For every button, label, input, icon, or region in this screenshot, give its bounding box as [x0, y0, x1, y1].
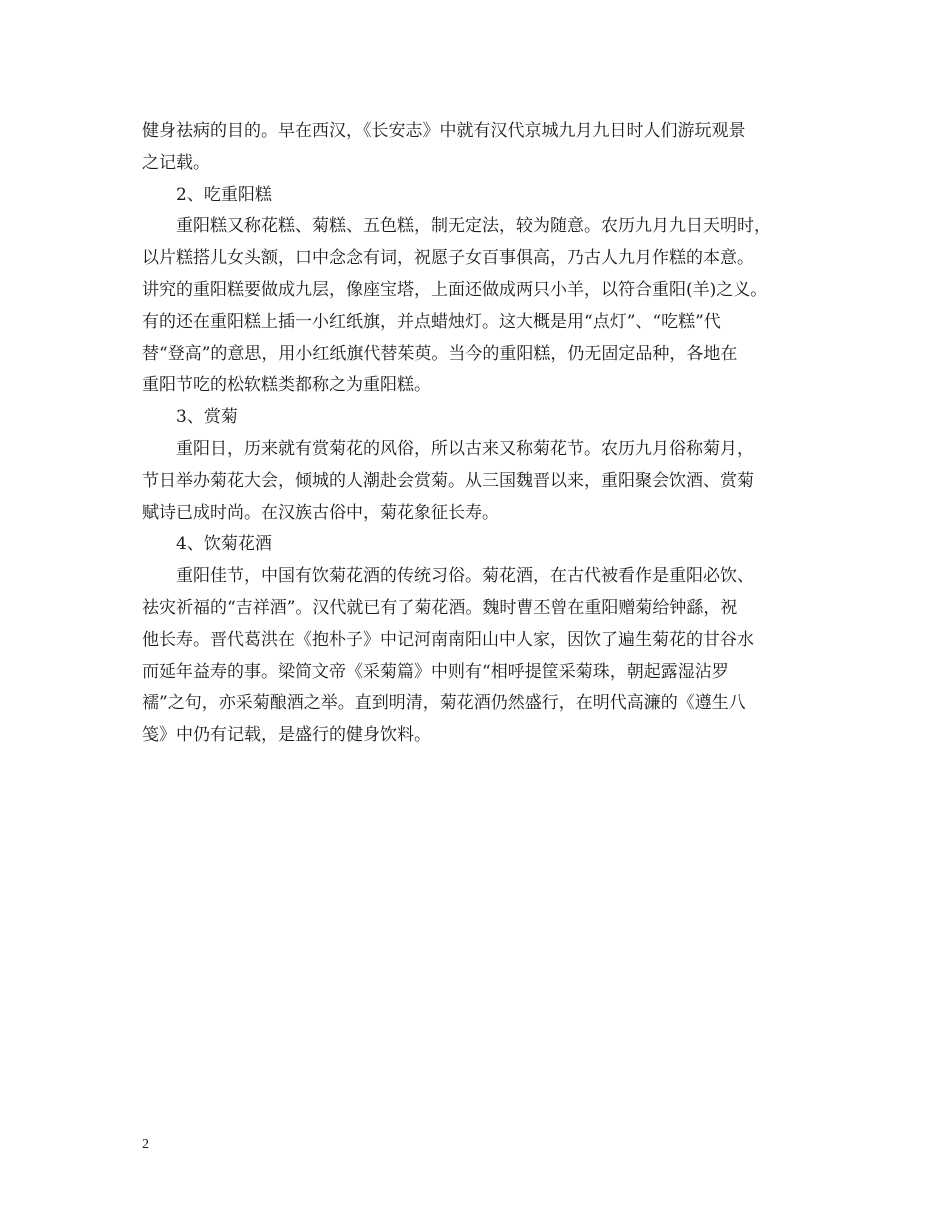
- text-line: 以片糕搭儿女头额，口中念念有词，祝愿子女百事俱高，乃古人九月作糕的本意。: [142, 248, 754, 269]
- text-line: 讲究的重阳糕要做成九层，像座宝塔，上面还做成两只小羊，以符合重阳(羊)之义。: [142, 279, 768, 300]
- text-line: 重阳日，历来就有赏菊花的风俗，所以古来又称菊花节。农历九月俗称菊月，: [176, 438, 754, 459]
- section-heading: 3、赏菊: [176, 407, 238, 428]
- section-heading: 4、饮菊花酒: [176, 534, 272, 555]
- text-line: 襦”之句，亦采菊酿酒之举。直到明清，菊花酒仍然盛行，在明代高濂的《遵生八: [142, 693, 746, 714]
- text-line: 重阳节吃的松软糕类都称之为重阳糕。: [142, 375, 431, 396]
- text-line: 重阳佳节，中国有饮菊花酒的传统习俗。菊花酒，在古代被看作是重阳必饮、: [176, 566, 754, 587]
- section-heading: 2、吃重阳糕: [176, 184, 272, 205]
- text-line: 重阳糕又称花糕、菊糕、五色糕，制无定法，较为随意。农历九月九日天明时，: [176, 216, 771, 237]
- text-line: 而延年益寿的事。梁简文帝《采菊篇》中则有“相呼提筐采菊珠，朝起露湿沾罗: [142, 661, 729, 682]
- text-line: 赋诗已成时尚。在汉族古俗中，菊花象征长寿。: [142, 502, 499, 523]
- text-line: 节日举办菊花大会，倾城的人潮赴会赏菊。从三国魏晋以来，重阳聚会饮酒、赏菊: [142, 470, 754, 491]
- text-line: 笺》中仍有记载，是盛行的健身饮料。: [142, 725, 431, 746]
- document-body: [142, 116, 832, 752]
- text-line: 健身祛病的目的。早在西汉，《长安志》中就有汉代京城九月九日时人们游玩观景: [142, 121, 746, 141]
- text-line: 有的还在重阳糕上插一小红纸旗，并点蜡烛灯。这大概是用“点灯”、“吃糕”代: [142, 311, 721, 332]
- page-number: 2: [142, 1137, 149, 1152]
- text-line: 祛灾祈福的“吉祥酒”。汉代就已有了菊花酒。魏时曹丕曾在重阳赠菊给钟繇，祝: [142, 597, 738, 618]
- text-line: 之记载。: [142, 152, 210, 173]
- text-line: 他长寿。晋代葛洪在《抱朴子》中记河南南阳山中人家，因饮了遍生菊花的甘谷水: [142, 629, 754, 650]
- text-line: 替“登高”的意思，用小红纸旗代替茱萸。当今的重阳糕，仍无固定品种，各地在: [142, 343, 738, 364]
